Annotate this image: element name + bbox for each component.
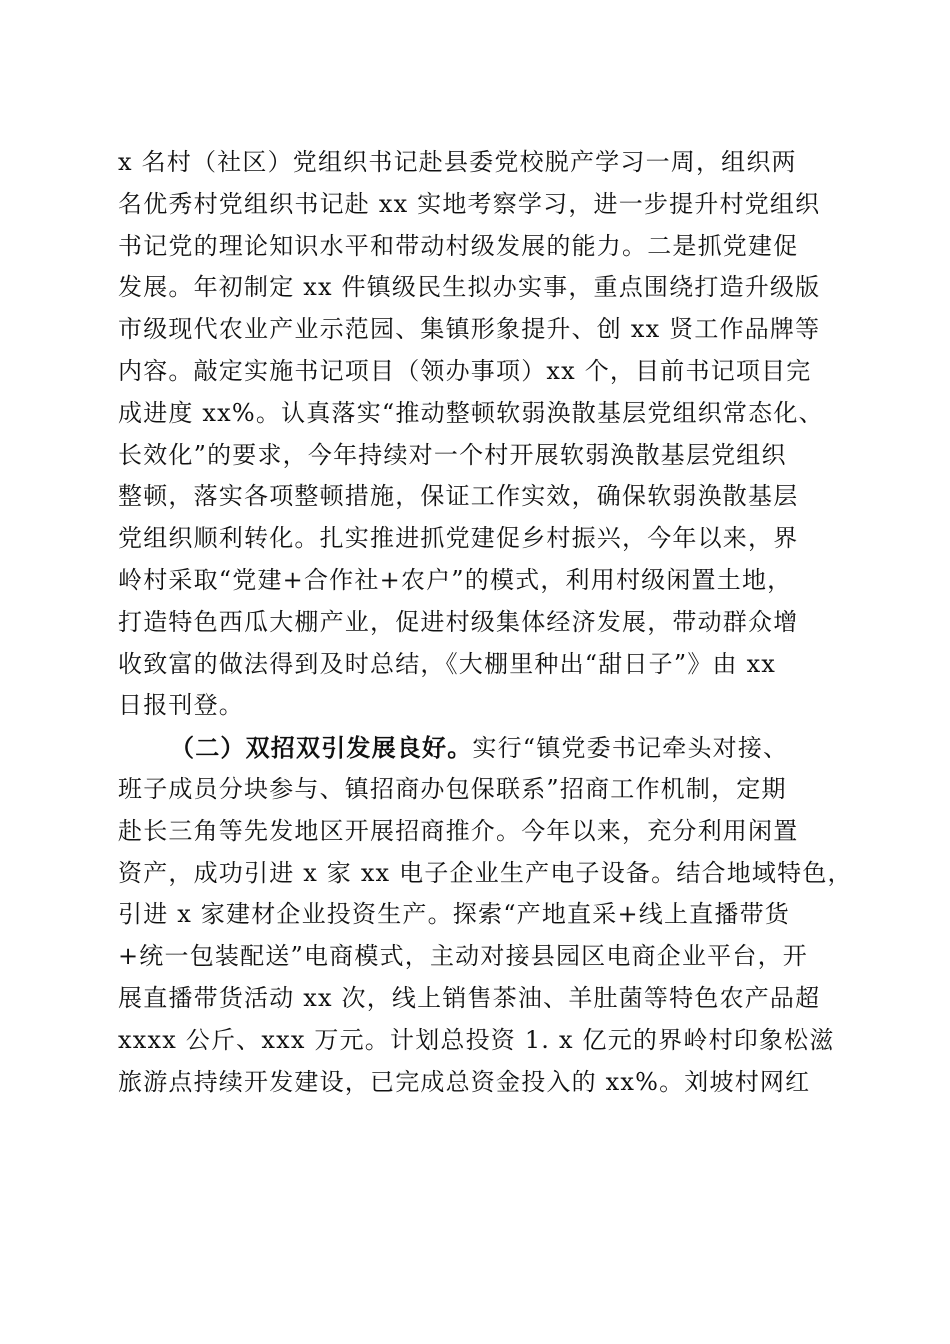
paragraph-line: 书记党的理论知识水平和带动村级发展的能力。二是抓党建促 (118, 231, 799, 260)
paragraph-line: 打造特色西瓜大棚产业，促进村级集体经济发展，带动群众增 (118, 607, 799, 636)
paragraph-line: 长效化”的要求，今年持续对一个村开展软弱涣散基层党组织 (118, 440, 787, 469)
paragraph-line-rest: 实行“镇党委书记牵头对接、 (472, 734, 789, 763)
paragraph-line: xxxx 公斤、xxx 万元。计划总投资 1. x 亿元的界岭村印象松滋 (118, 1025, 835, 1054)
paragraph-line: 引进 x 家建材企业投资生产。探索“产地直采+线上直播带货 (118, 900, 790, 929)
paragraph-line: 发展。年初制定 xx 件镇级民生拟办实事，重点围绕打造升级版 (118, 273, 821, 302)
paragraph-line: 党组织顺利转化。扎实推进抓党建促乡村振兴，今年以来，界 (118, 524, 799, 553)
paragraph-line: 收致富的做法得到及时总结，《大棚里种出“甜日子”》由 xx (118, 649, 777, 678)
paragraph-line: 名优秀村党组织书记赴 xx 实地考察学习，进一步提升村党组织 (118, 189, 821, 218)
paragraph-line: 展直播带货活动 xx 次，线上销售茶油、羊肚菌等特色农产品超 (118, 983, 821, 1012)
section-heading: （二）双招双引发展良好。 (170, 733, 473, 763)
paragraph-line: 内容。敲定实施书记项目（领办事项）xx 个，目前书记项目完 (118, 356, 812, 385)
paragraph-line: 岭村采取“党建+合作社+农户”的模式，利用村级闲置土地， (118, 565, 793, 594)
paragraph-line: 市级现代农业产业示范园、集镇形象提升、创 xx 贤工作品牌等 (118, 315, 821, 344)
paragraph-line: 成进度 xx%。认真落实“推动整顿软弱涣散基层党组织常态化、 (118, 398, 824, 427)
paragraph-line: +统一包装配送”电商模式，主动对接县园区电商企业平台，开 (118, 942, 808, 971)
paragraph-line: 资产，成功引进 x 家 xx 电子企业生产电子设备。结合地域特色， (118, 858, 853, 887)
paragraph-line: 日报刊登。 (118, 691, 244, 720)
paragraph-line: 班子成员分块参与、镇招商办包保联系”招商工作机制，定期 (118, 774, 787, 803)
paragraph-line: x 名村（社区）党组织书记赴县委党校脱产学习一周，组织两 (118, 148, 797, 176)
paragraph-first-line (118, 727, 838, 769)
paragraph-line: 旅游点持续开发建设，已完成总资金投入的 xx%。刘坡村网红 (118, 1067, 811, 1096)
body-text (118, 142, 853, 1103)
paragraph-line: 整顿，落实各项整顿措施，保证工作实效，确保软弱涣散基层 (118, 482, 799, 511)
paragraph-line: 赴长三角等先发地区开展招商推介。今年以来，充分利用闲置 (118, 816, 799, 845)
